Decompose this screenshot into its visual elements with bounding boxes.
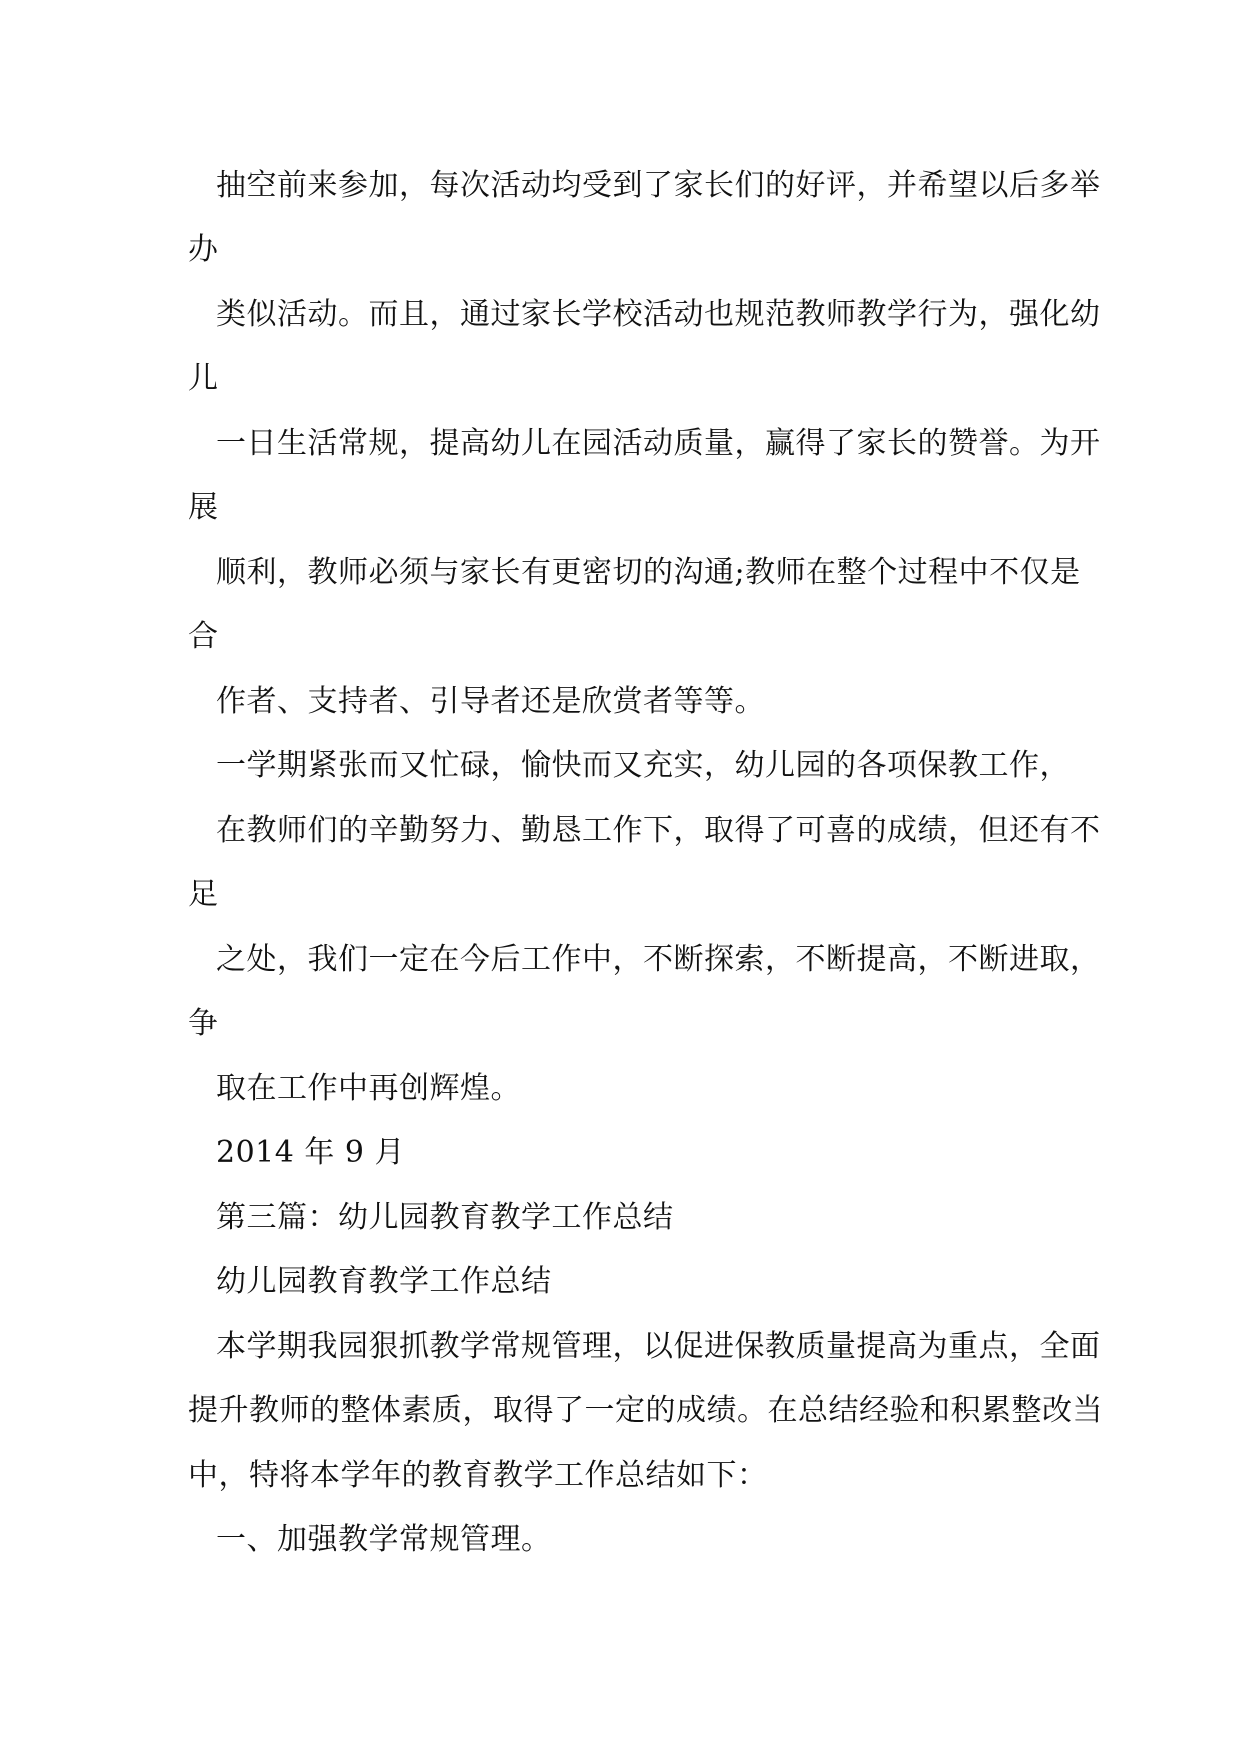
article-title: 幼儿园教育教学工作总结 bbox=[216, 1264, 552, 1299]
text-line: 争 bbox=[188, 1006, 219, 1041]
text-line: 本学期我园狠抓教学常规管理，以促进保教质量提高为重点，全面 bbox=[216, 1329, 1101, 1364]
text-line: 取在工作中再创辉煌。 bbox=[216, 1071, 521, 1106]
section-heading: 第三篇：幼儿园教育教学工作总结 bbox=[216, 1200, 674, 1235]
text-line: 办 bbox=[188, 232, 219, 267]
text-line: 足 bbox=[188, 877, 219, 912]
text-line: 一学期紧张而又忙碌，愉快而又充实，幼儿园的各项保教工作， bbox=[216, 748, 1070, 783]
text-line: 类似活动。而且，通过家长学校活动也规范教师教学行为，强化幼 bbox=[216, 297, 1101, 332]
text-line: 抽空前来参加，每次活动均受到了家长们的好评，并希望以后多举 bbox=[216, 168, 1101, 203]
text-line: 在教师们的辛勤努力、勤恳工作下，取得了可喜的成绩，但还有不 bbox=[216, 813, 1101, 848]
text-line: 之处，我们一定在今后工作中，不断探索，不断提高，不断进取， bbox=[216, 942, 1101, 977]
text-line: 提升教师的整体素质，取得了一定的成绩。在总结经验和积累整改当 bbox=[188, 1393, 1103, 1428]
text-line: 合 bbox=[188, 619, 219, 654]
text-line: 儿 bbox=[188, 361, 219, 396]
text-line: 中，特将本学年的教育教学工作总结如下： bbox=[188, 1458, 768, 1493]
text-line: 展 bbox=[188, 490, 219, 525]
date-line: 2014 年 9 月 bbox=[216, 1135, 406, 1170]
list-heading: 一、加强教学常规管理。 bbox=[216, 1522, 552, 1557]
text-line: 作者、支持者、引导者还是欣赏者等等。 bbox=[216, 684, 765, 719]
text-line: 一日生活常规，提高幼儿在园活动质量，赢得了家长的赞誉。为开 bbox=[216, 426, 1101, 461]
text-line: 顺利，教师必须与家长有更密切的沟通;教师在整个过程中不仅是 bbox=[216, 555, 1081, 590]
